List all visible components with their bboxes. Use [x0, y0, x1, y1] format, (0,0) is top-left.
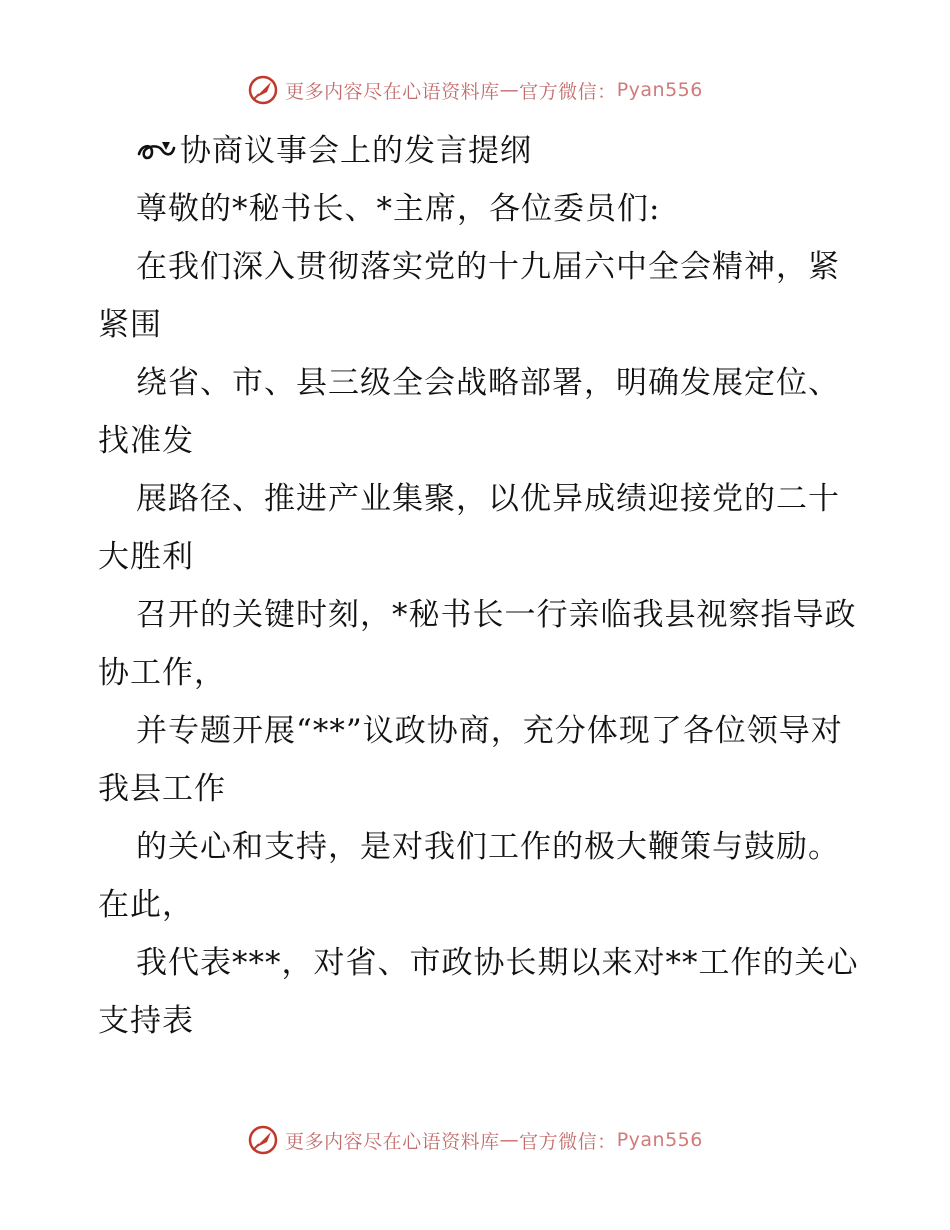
swash-ornament-icon [136, 136, 178, 166]
footer-banner [0, 1120, 950, 1160]
banner-dash: — [499, 1129, 520, 1151]
paragraph: 在我们深入贯彻落实党的十九届六中全会精神，紧紧围 [98, 249, 840, 343]
quill-logo-icon [247, 1124, 279, 1156]
banner-official-label: 官方微信： [519, 1130, 617, 1153]
banner-wechat-id: Pyan556 [616, 79, 703, 101]
banner-dash: — [499, 79, 520, 101]
paragraph: 并专题开展“**”议政协商，充分体现了各位领导对我县工作 [98, 713, 843, 807]
banner-main-text: 更多内容尽在心语资料库 [285, 80, 500, 103]
document-title-line [98, 122, 868, 180]
banner-official-label: 官方微信： [519, 80, 617, 103]
banner-wechat-id: Pyan556 [616, 1129, 703, 1151]
header-banner [0, 70, 950, 110]
document-body [98, 122, 868, 1050]
quill-logo-icon [247, 74, 279, 106]
paragraph: 我代表***，对省、市政协长期以来对**工作的关心支持表 [98, 945, 859, 1039]
paragraph: 绕省、市、县三级全会战略部署，明确发展定位、找准发 [98, 365, 840, 459]
paragraph: 展路径、推进产业集聚，以优异成绩迎接党的二十大胜利 [98, 481, 840, 575]
salutation: 尊敬的*秘书长、*主席，各位委员们: [136, 191, 661, 227]
paragraph: 的关心和支持，是对我们工作的极大鞭策与鼓励。在此， [98, 829, 840, 923]
banner-main-text: 更多内容尽在心语资料库 [285, 1130, 500, 1153]
paragraph: 召开的关键时刻，*秘书长一行亲临我县视察指导政协工作， [98, 597, 857, 691]
document-title: 协商议事会上的发言提纲 [180, 133, 532, 169]
